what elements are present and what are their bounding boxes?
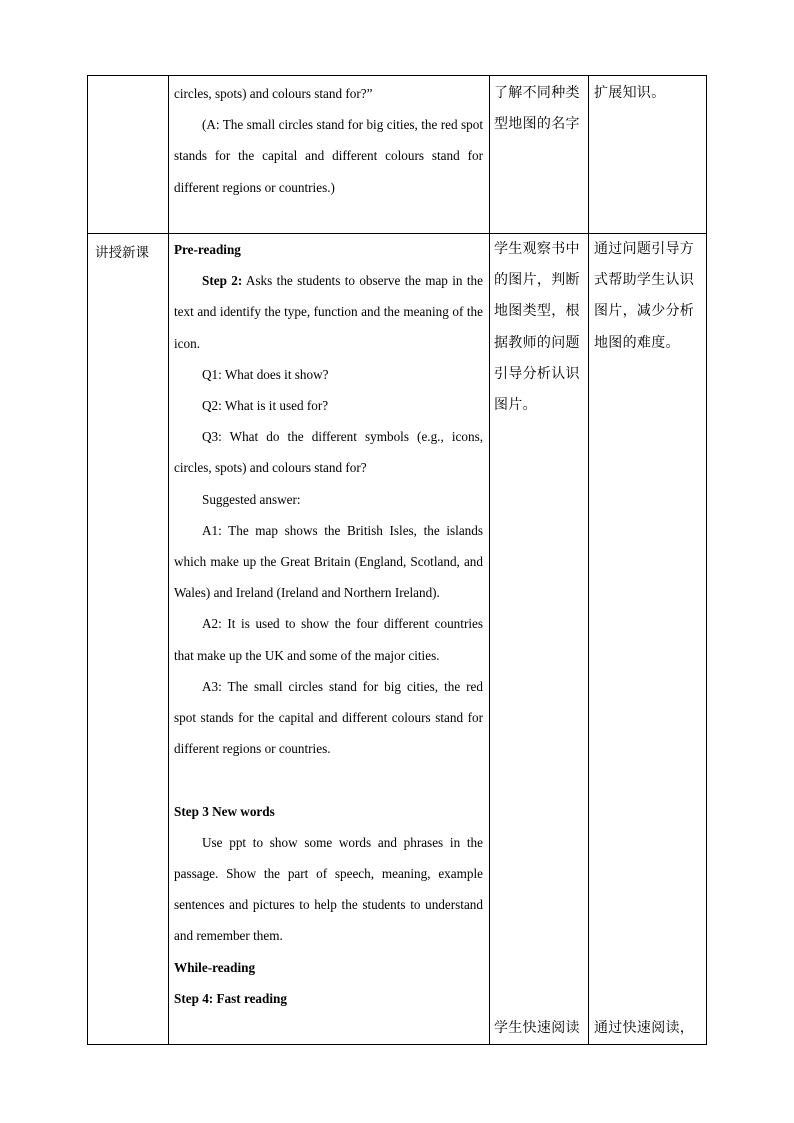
row1-text-line: circles, spots) and colours stand for?” [174,86,373,101]
step3-text: Use ppt to show some words and phrases in the passage. Show the part of speech, meaning, example sentences and pictures to help the students to understand and remember them. [174,834,483,944]
student-activity-text: 学生观察书中的图片，判断地图类型，根据教师的问题引导分析认识图片。 [494,241,580,414]
question-2: Q2: What is it used for? [202,398,329,414]
design-intent-text: 通过问题引导方式帮助学生认识图片，减少分析地图的难度。 [594,241,695,351]
design-intent-cell [594,234,702,359]
while-reading-heading: While-reading [174,959,256,975]
step2-label: Step 2: [202,273,243,289]
question-3: Q3: What do the different symbols (e.g., icons, circles, spots) and colours stand for? [174,429,483,476]
step4-heading: Step 4: Fast reading [174,990,287,1006]
row1-design-intent-cell [594,78,702,109]
row1-student-activity-text: 了解不同种类型地图的名字 [494,85,580,133]
design-intent-cell-bottom [594,1013,702,1044]
row1-design-intent-text: 扩展知识。 [594,85,666,101]
column-divider [489,76,490,1044]
suggested-answer-label: Suggested answer: [202,491,301,507]
row1-content-cell [174,78,483,203]
student-activity-text-bottom: 学生快速阅读 [494,1020,580,1036]
answer-1: A1: The map shows the British Isles, the islands which make up the Great Britain (England, Scotland, and Wales) and Ireland (Ireland and Northern Ireland). [174,522,483,601]
lesson-plan-table [87,75,707,1045]
row1-answer-paragraph: (A: The small circles stand for big cities, the red spot stands for the capital and different colours stand for different regions or countries.) [174,117,483,195]
answer-2: A2: It is used to show the four different countries that make up the UK and some of the major cities. [174,616,483,663]
row1-student-activity-cell [494,78,584,140]
spacer [174,764,483,795]
stage-label-cell [95,241,165,261]
column-divider [168,76,169,1044]
question-1: Q1: What does it show? [202,366,329,382]
answer-3: A3: The small circles stand for big cities, the red spot stands for the capital and different colours stand for different regions or countries. [174,678,483,757]
stage-label: 讲授新课 [95,245,149,261]
step3-heading: Step 3 New words [174,803,275,819]
design-intent-text-bottom: 通过快速阅读， [594,1020,695,1036]
teaching-content-cell [174,234,483,1014]
student-activity-cell [494,234,584,421]
column-divider [588,76,589,1044]
student-activity-cell-bottom [494,1013,586,1044]
step2-text: Asks the students to observe the map in the text and identify the type, function and the meaning of the icon. [174,273,483,351]
pre-reading-heading: Pre-reading [174,242,241,257]
